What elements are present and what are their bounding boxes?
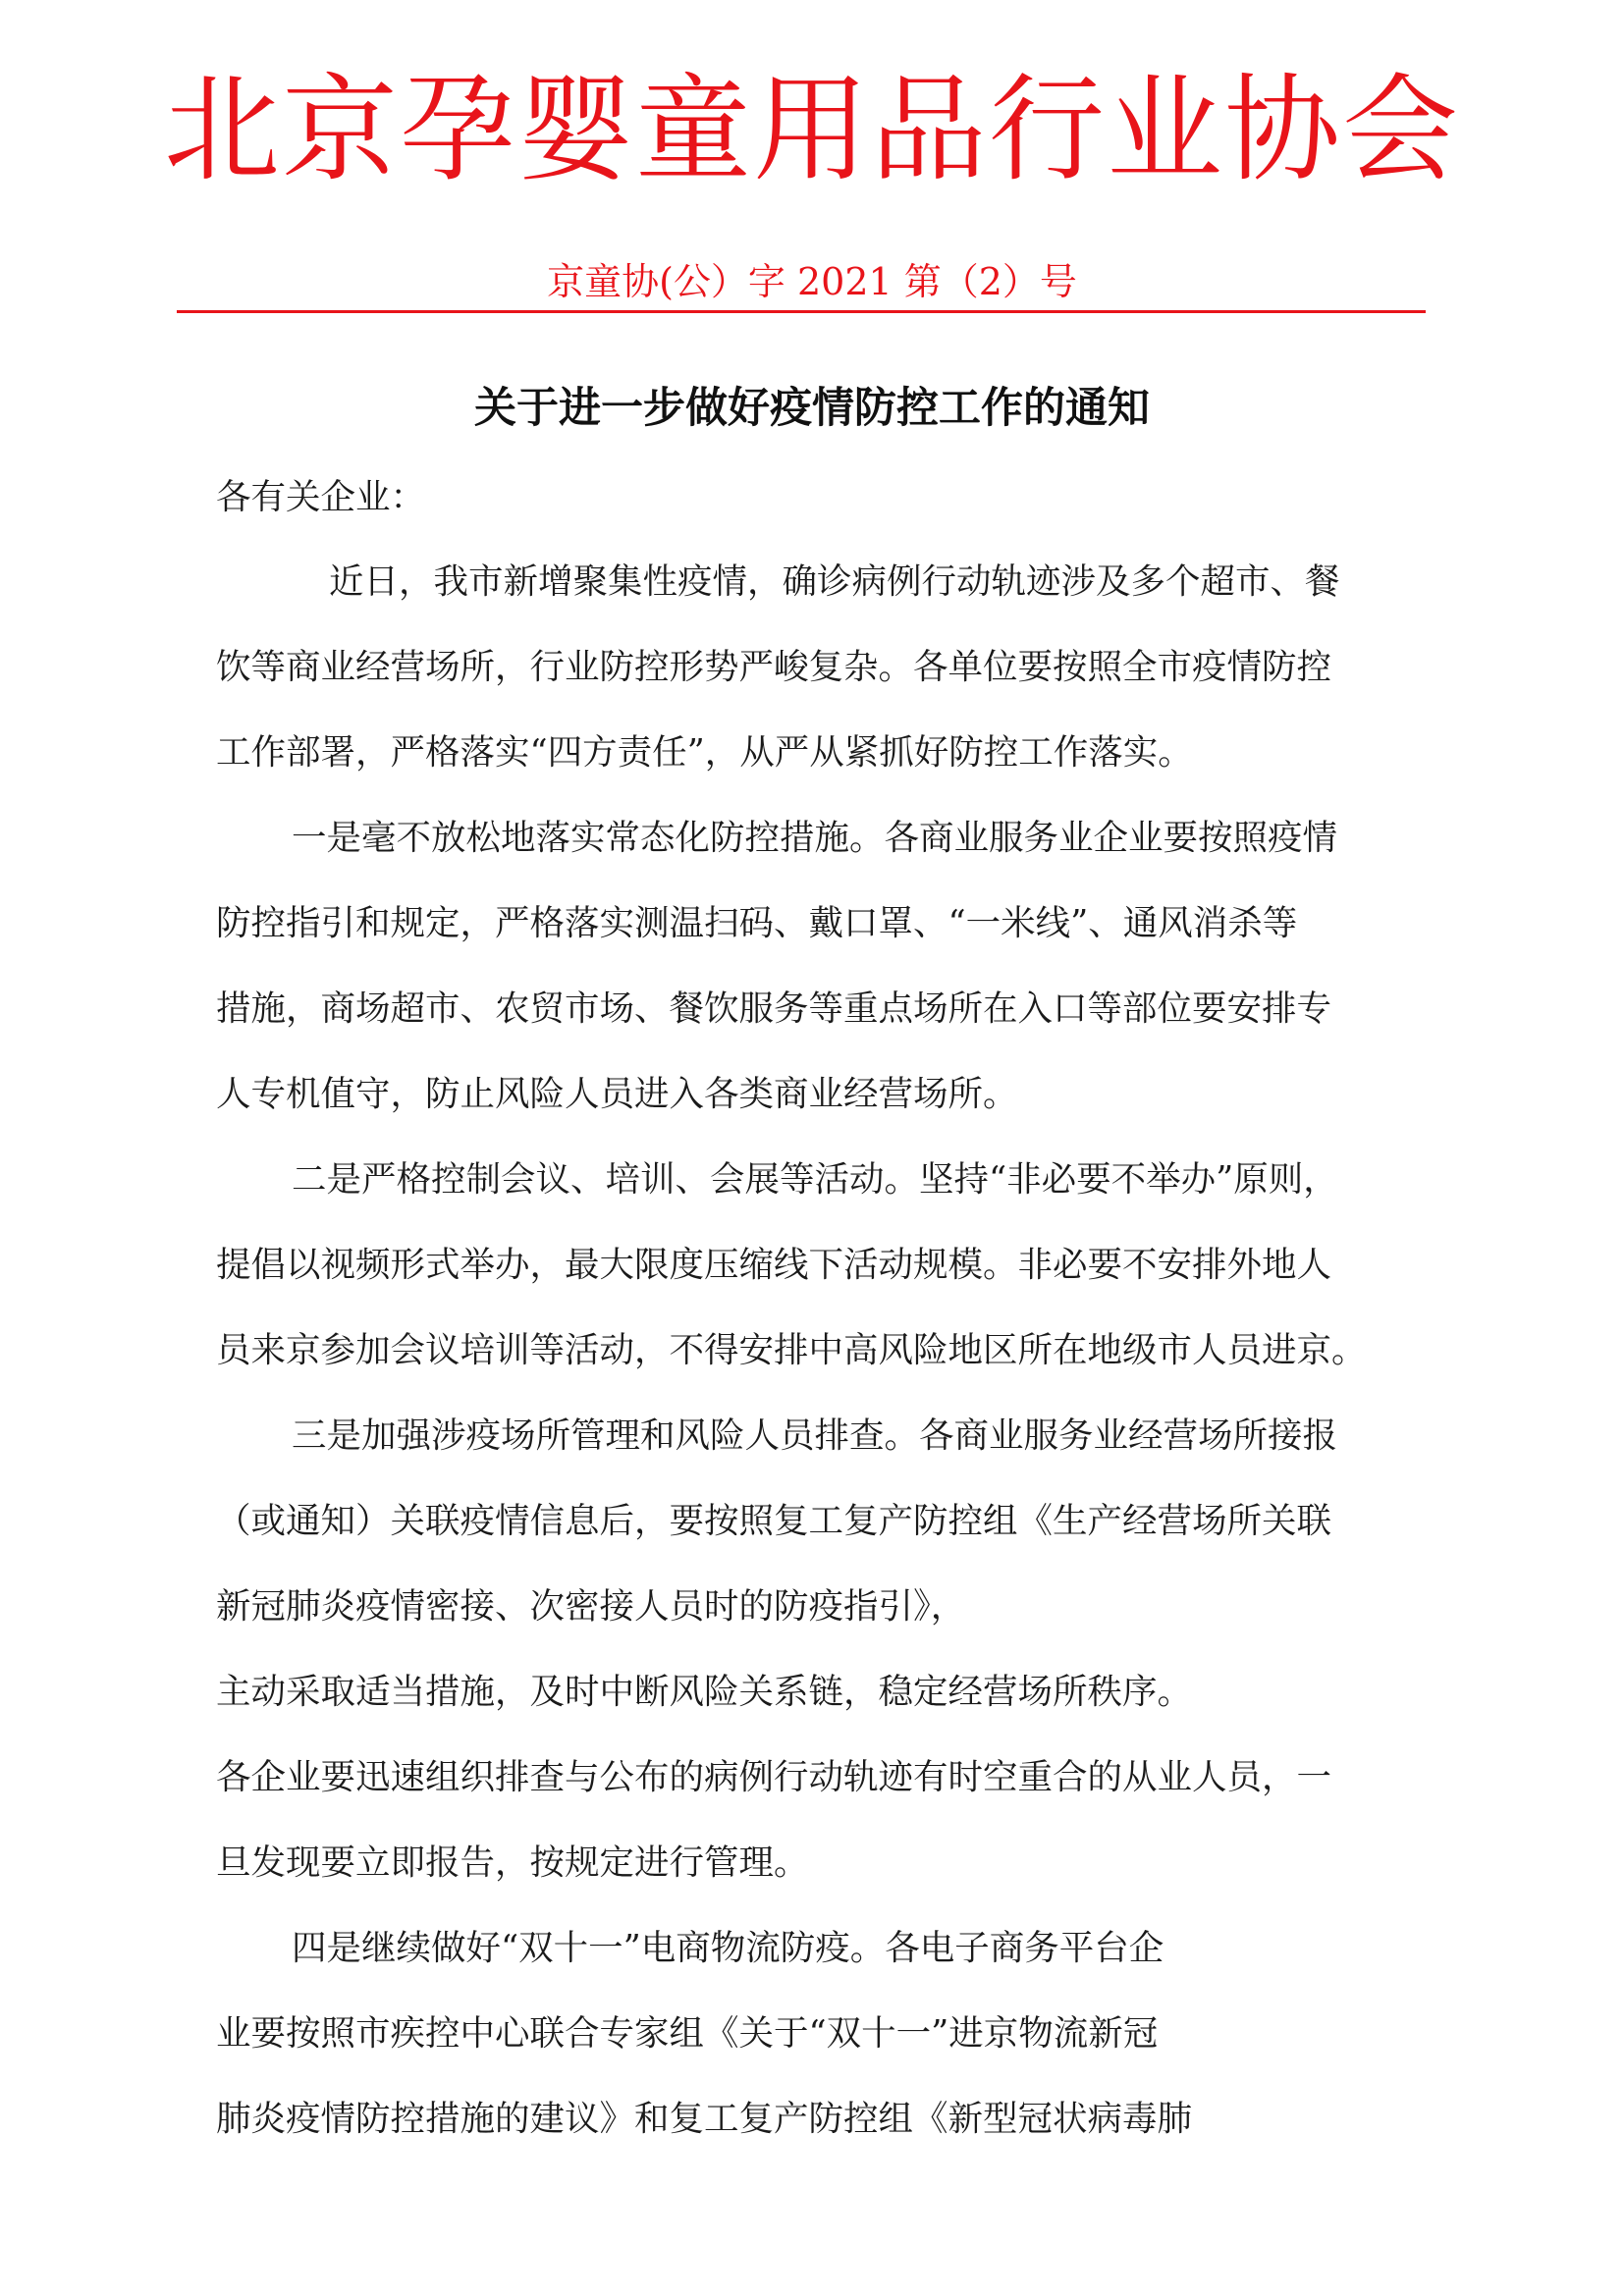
body-line: 业要按照市疾控中心联合专家组《关于“双十一”进京物流新冠 [216,2013,1159,2054]
notice-title: 关于进一步做好疫情防控工作的通知 [474,384,1150,433]
body-line: 三是加强涉疫场所管理和风险人员排查。各商业服务业经营场所接报 [292,1415,1338,1456]
body-line: 新冠肺炎疫情密接、次密接人员时的防疫指引》， [216,1586,966,1627]
body-line: 旦发现要立即报告，按规定进行管理。 [216,1842,809,1883]
body-line: 近日，我市新增聚集性疫情，确诊病例行动轨迹涉及多个超市、餐 [329,561,1340,602]
document-number: 京童协(公）字 2021 第（2）号 [547,260,1077,303]
body-line: 员来京参加会议培训等活动，不得安排中高风险地区所在地级市人员进京。 [216,1330,1367,1370]
body-line: 提倡以视频形式举办，最大限度压缩线下活动规模。非必要不安排外地人 [216,1245,1332,1285]
body-line: 各企业要迅速组织排查与公布的病例行动轨迹有时空重合的从业人员，一 [216,1757,1332,1797]
body-line: 人专机值守，防止风险人员进入各类商业经营场所。 [216,1074,1018,1114]
body-line: 工作部署，严格落实“四方责任”，从严从紧抓好防控工作落实。 [216,732,1193,773]
body-line: （或通知）关联疫情信息后，要按照复工复产防控组《生产经营场所关联 [216,1501,1332,1541]
body-line: 肺炎疫情防控措施的建议》和复工复产防控组《新型冠状病毒肺 [216,2099,1193,2139]
letterhead-divider [177,310,1426,313]
body-line: 饮等商业经营场所，行业防控形势严峻复杂。各单位要按照全市疫情防控 [216,647,1332,687]
organization-letterhead: 北京孕婴童用品行业协会 [163,62,1460,197]
body-line: 四是继续做好“双十一”电商物流防疫。各电子商务平台企 [292,1928,1164,1968]
body-line: 二是严格控制会议、培训、会展等活动。坚持“非必要不举办”原则， [292,1159,1338,1200]
salutation: 各有关企业： [216,477,426,517]
body-line: 防控指引和规定，严格落实测温扫码、戴口罩、“一米线”、通风消杀等 [216,903,1298,943]
body-line: 主动采取适当措施，及时中断风险关系链，稳定经营场所秩序。 [216,1672,1193,1712]
body-line: 措施，商场超市、农贸市场、餐饮服务等重点场所在入口等部位要安排专 [216,988,1332,1029]
body-line: 一是毫不放松地落实常态化防控措施。各商业服务业企业要按照疫情 [292,818,1338,858]
